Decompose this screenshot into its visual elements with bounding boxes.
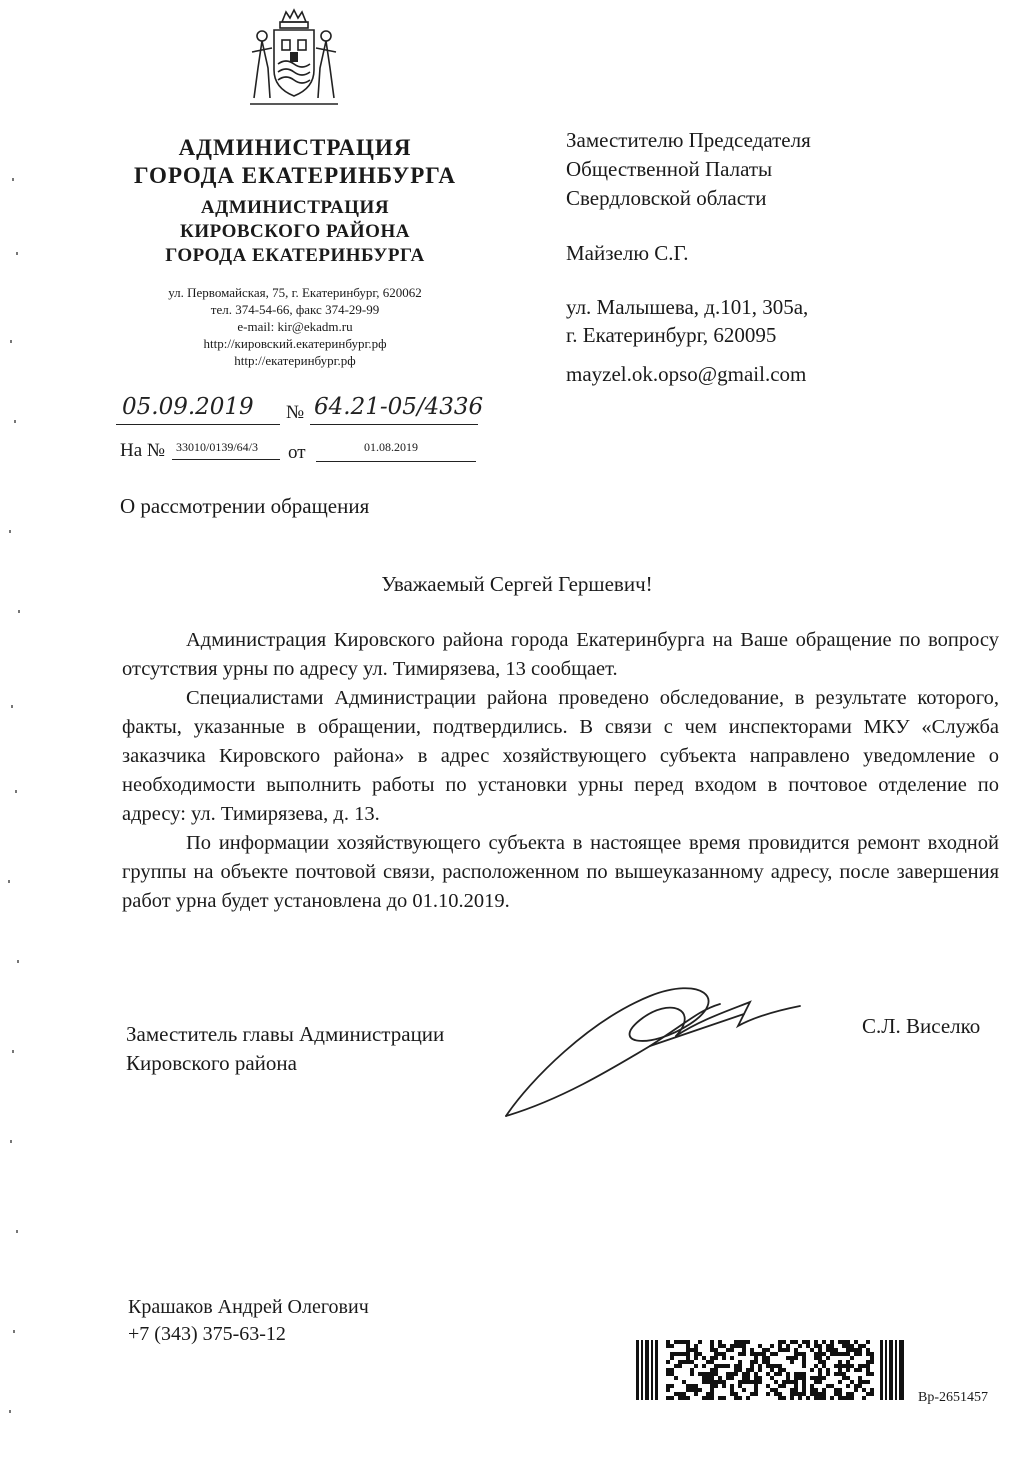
reference-date-underline — [316, 461, 476, 462]
recipient-line2: Общественной Палаты — [566, 157, 773, 181]
sender-address: ул. Первомайская, 75, г. Екатеринбург, 620062 — [168, 285, 422, 300]
sender-site-2: http://екатеринбург.рф — [234, 353, 356, 368]
recipient-line1: Заместителю Председателя — [566, 128, 811, 152]
registration-number: 64.21-05/4336 — [314, 394, 484, 420]
reference-date: 01.08.2019 — [364, 440, 418, 454]
sender-email: e-mail: kir@ekadm.ru — [237, 319, 353, 334]
executor-phone: +7 (343) 375-63-12 — [128, 1323, 286, 1345]
sub-org-line2: КИРОВСКОГО РАЙОНА — [180, 221, 410, 242]
letter-greeting: Уважаемый Сергей Гершевич! — [381, 572, 653, 596]
barcode-icon — [636, 1340, 906, 1400]
executor-name: Крашаков Андрей Олегович — [128, 1296, 369, 1318]
sub-org-line3: ГОРОДА ЕКАТЕРИНБУРГА — [165, 245, 425, 266]
recipient-name: Майзелю С.Г. — [566, 241, 689, 265]
sender-phone: тел. 374-54-66, факс 374-29-99 — [210, 302, 380, 317]
signatory-position-line1: Заместитель главы Администрации — [126, 1022, 445, 1046]
letter-body — [122, 626, 999, 916]
signatory-position-line2: Кировского района — [126, 1051, 297, 1075]
reference-number: 33010/0139/64/3 — [176, 440, 259, 454]
registration-number-label: № — [286, 402, 305, 423]
reference-label: На № — [120, 440, 166, 461]
recipient-address-2: г. Екатеринбург, 620095 — [566, 323, 777, 347]
executor-info — [128, 1294, 369, 1348]
reference-underline — [172, 459, 280, 460]
signatory-position — [126, 1020, 444, 1078]
sub-org-line1: АДМИНИСТРАЦИЯ — [200, 197, 390, 218]
org-title-line2: ГОРОДА ЕКАТЕРИНБУРГА — [134, 163, 456, 188]
recipient-address-1: ул. Малышева, д.101, 305а, — [566, 295, 809, 319]
body-paragraph-2: Специалистами Администрации района проведено обследование, в результате которого, факты, указанные в обращении, подтвердились. В связи с чем инспекторами МКУ «Служба заказчика Кировского района» в адрес хозяйствующего субъекта направлено уведомление о необходимости выполнить работы по установки урны перед входом в почтовое отделение по адресу: ул. Тимирязева, д. 13. — [122, 687, 999, 825]
recipient-line3: Свердловской области — [566, 186, 767, 210]
number-underline — [310, 424, 478, 425]
recipient-email: mayzel.ok.opso@gmail.com — [566, 362, 807, 386]
letter-subject: О рассмотрении обращения — [120, 494, 370, 518]
reference-from-label: от — [288, 442, 306, 463]
org-title-line1: АДМИНИСТРАЦИЯ — [178, 135, 412, 160]
handwritten-signature — [500, 980, 820, 1130]
sender-site-1: http://кировский.екатеринбург.рф — [203, 336, 387, 351]
body-paragraph-3: По информации хозяйствующего субъекта в настоящее время провидится ремонт входной группы на объекте почтовой связи, расположенном по вышеуказанному адресу, после завершения работ урна будет установлена до 01.10.2019. — [122, 832, 999, 912]
coat-of-arms-icon — [244, 8, 344, 116]
registration-date: 05.09.2019 — [122, 394, 254, 420]
date-underline — [116, 424, 280, 425]
barcode-id: Вр-2651457 — [918, 1390, 988, 1405]
body-paragraph-1: Администрация Кировского района города Екатеринбурга на Ваше обращение по вопросу отсутствия урны по адресу ул. Тимирязева, 13 сообщает. — [122, 629, 999, 680]
signatory-name: С.Л. Виселко — [862, 1014, 981, 1038]
